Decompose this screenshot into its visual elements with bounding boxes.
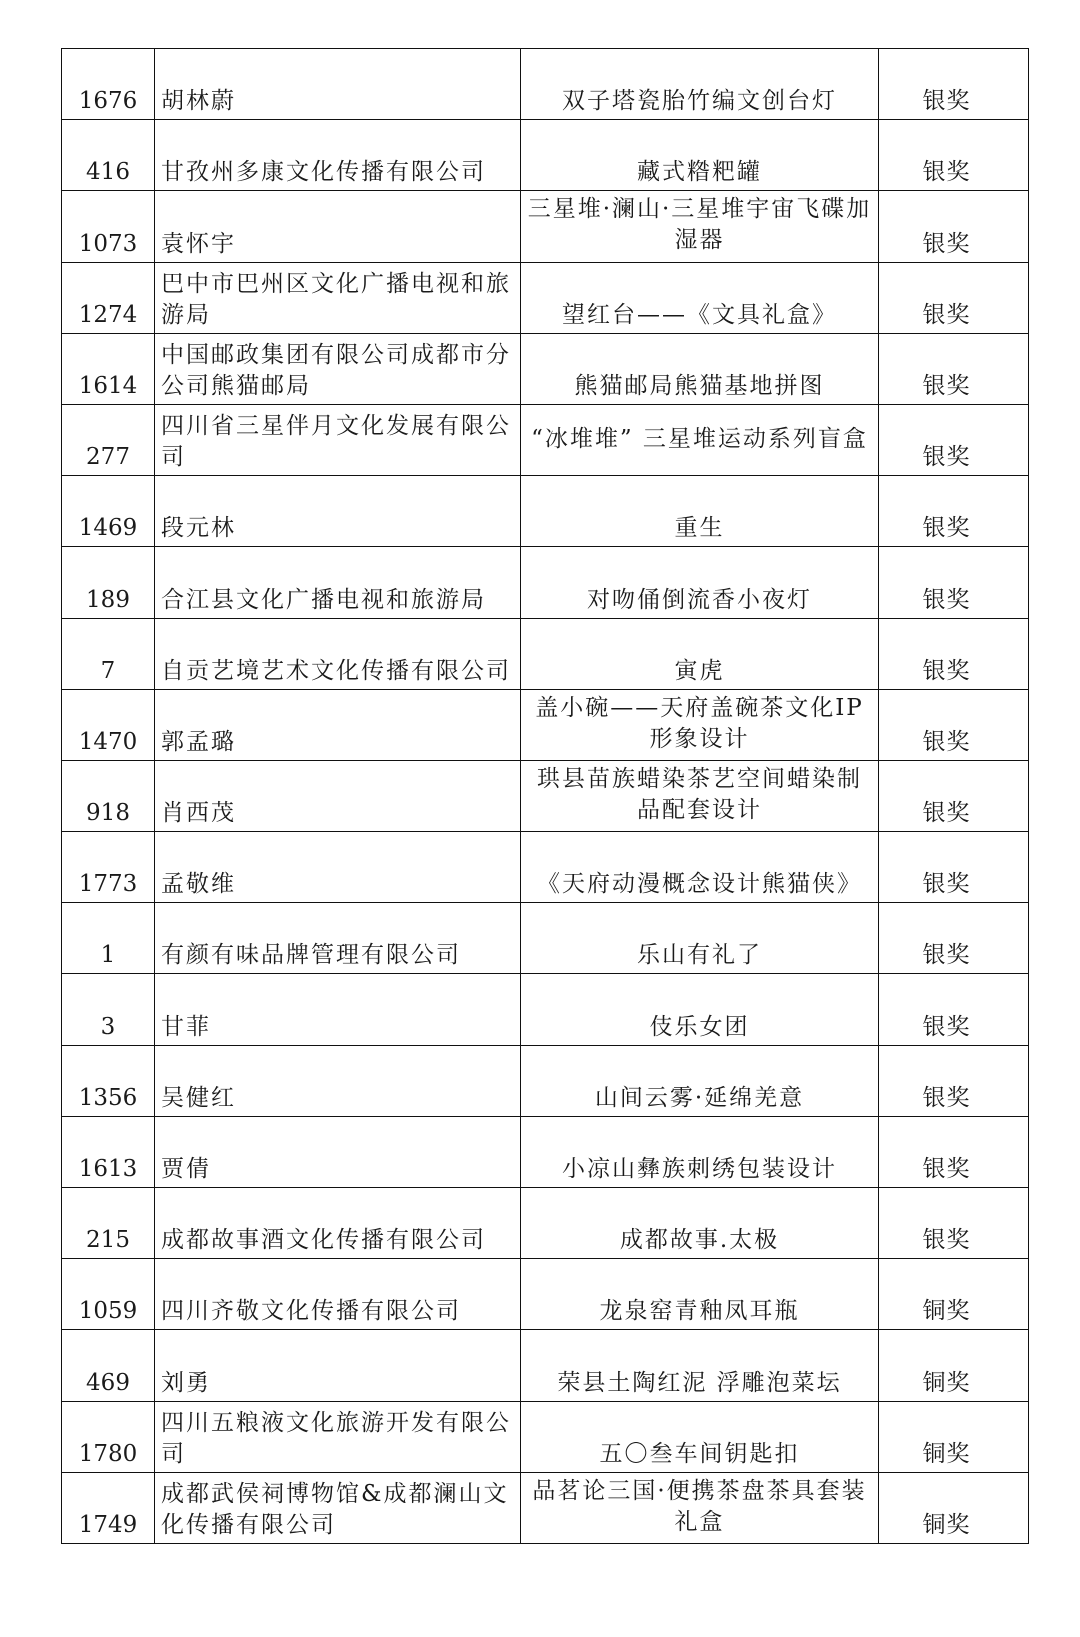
- entry-number-cell: 1780: [62, 1401, 155, 1472]
- work-title-cell: 龙泉窑青釉凤耳瓶: [521, 1259, 879, 1330]
- award-level-cell: [879, 49, 1029, 120]
- entrant-name-cell: 肖西茂: [155, 760, 521, 831]
- table-row: [62, 49, 1029, 120]
- work-title-cell: “冰堆堆” 三星堆运动系列盲盒: [521, 404, 879, 475]
- award-level-cell: [879, 974, 1029, 1045]
- award-level-label: 银奖: [922, 1013, 971, 1040]
- award-level-cell: [879, 120, 1029, 191]
- entry-number-cell: 1773: [62, 832, 155, 903]
- award-level-label: 银奖: [922, 159, 971, 186]
- work-title-cell: 重生: [521, 476, 879, 547]
- award-level-cell: [879, 760, 1029, 831]
- award-level-label: 银奖: [922, 1084, 971, 1111]
- table-row: [62, 1259, 1029, 1330]
- entry-number-cell: 1: [62, 903, 155, 974]
- entrant-name-cell: 袁怀宇: [155, 191, 521, 262]
- entry-number-cell: 1749: [62, 1472, 155, 1543]
- award-level-cell: [879, 476, 1029, 547]
- award-level-cell: [879, 262, 1029, 333]
- entry-number-cell: 1274: [62, 262, 155, 333]
- award-level-label: 银奖: [922, 1156, 971, 1182]
- entry-number-cell: 918: [62, 760, 155, 831]
- award-table-body: [62, 49, 1029, 1544]
- work-title-cell: 品茗论三国·便携茶盘茶具套装礼盒: [521, 1472, 879, 1543]
- entrant-name-cell: 四川省三星伴月文化发展有限公司: [155, 404, 521, 475]
- award-level-label: 银奖: [922, 230, 971, 257]
- work-title-cell: 荣县土陶红泥 浮雕泡菜坛: [521, 1330, 879, 1401]
- work-title-cell: 成都故事.太极: [521, 1188, 879, 1259]
- entrant-name-cell: 孟敬维: [155, 832, 521, 903]
- award-level-cell: [879, 903, 1029, 974]
- work-title-cell: 双子塔瓷胎竹编文创台灯: [521, 49, 879, 120]
- work-title-cell: 寅虎: [521, 618, 879, 689]
- table-row: [62, 1330, 1029, 1401]
- entrant-name-cell: 刘勇: [155, 1330, 521, 1401]
- entry-number-cell: 215: [62, 1188, 155, 1259]
- work-title-cell: 盖小碗——天府盖碗茶文化IP形象设计: [521, 689, 879, 760]
- award-level-cell: [879, 1116, 1029, 1187]
- work-title-cell: 伎乐女团: [521, 974, 879, 1045]
- work-title-cell: 熊猫邮局熊猫基地拼图: [521, 333, 879, 404]
- award-level-label: 铜奖: [922, 1440, 971, 1467]
- award-level-label: 银奖: [922, 942, 971, 969]
- table-row: [62, 1188, 1029, 1259]
- work-title-cell: 小凉山彝族刺绣包装设计: [521, 1116, 879, 1187]
- entry-number-cell: 1356: [62, 1045, 155, 1116]
- award-level-cell: [879, 832, 1029, 903]
- award-level-label: 铜奖: [922, 1511, 971, 1538]
- entrant-name-cell: 中国邮政集团有限公司成都市分公司熊猫邮局: [155, 333, 521, 404]
- entrant-name-cell: 成都武侯祠博物馆&成都澜山文化传播有限公司: [155, 1472, 521, 1543]
- entry-number-cell: 7: [62, 618, 155, 689]
- award-level-cell: [879, 547, 1029, 618]
- work-title-cell: 乐山有礼了: [521, 903, 879, 974]
- table-row: [62, 1045, 1029, 1116]
- table-row: [62, 191, 1029, 262]
- entry-number-cell: 1613: [62, 1116, 155, 1187]
- entry-number-cell: 469: [62, 1330, 155, 1401]
- work-title-cell: 对吻俑倒流香小夜灯: [521, 547, 879, 618]
- entrant-name-cell: 贾倩: [155, 1116, 521, 1187]
- table-row: [62, 1401, 1029, 1472]
- table-row: [62, 333, 1029, 404]
- entrant-name-cell: 合江县文化广播电视和旅游局: [155, 547, 521, 618]
- entrant-name-cell: 甘孜州多康文化传播有限公司: [155, 120, 521, 191]
- award-table: [61, 48, 1029, 1544]
- entry-number-cell: 1073: [62, 191, 155, 262]
- award-level-label: 银奖: [922, 301, 971, 328]
- table-row: [62, 974, 1029, 1045]
- entrant-name-cell: 四川五粮液文化旅游开发有限公司: [155, 1401, 521, 1472]
- work-title-cell: 藏式糌粑罐: [521, 120, 879, 191]
- entrant-name-cell: 吴健红: [155, 1045, 521, 1116]
- entrant-name-cell: 巴中市巴州区文化广播电视和旅游局: [155, 262, 521, 333]
- award-level-cell: [879, 618, 1029, 689]
- table-row: [62, 689, 1029, 760]
- work-title-cell: 《天府动漫概念设计熊猫侠》: [521, 832, 879, 903]
- entrant-name-cell: 四川齐敬文化传播有限公司: [155, 1259, 521, 1330]
- table-row: [62, 1116, 1029, 1187]
- entrant-name-cell: 段元林: [155, 476, 521, 547]
- table-row: [62, 476, 1029, 547]
- table-row: [62, 120, 1029, 191]
- award-level-cell: [879, 333, 1029, 404]
- award-level-cell: [879, 1401, 1029, 1472]
- entry-number-cell: 1469: [62, 476, 155, 547]
- award-level-cell: [879, 689, 1029, 760]
- work-title-cell: 五〇叁车间钥匙扣: [521, 1401, 879, 1472]
- award-level-cell: [879, 1045, 1029, 1116]
- award-level-label: 铜奖: [922, 1369, 971, 1396]
- award-level-label: 银奖: [922, 515, 971, 542]
- entry-number-cell: 1059: [62, 1259, 155, 1330]
- entry-number-cell: 189: [62, 547, 155, 618]
- table-row: [62, 618, 1029, 689]
- entry-number-cell: 1614: [62, 333, 155, 404]
- entrant-name-cell: 胡林蔚: [155, 49, 521, 120]
- award-level-label: 银奖: [922, 444, 971, 471]
- award-level-cell: [879, 1188, 1029, 1259]
- entry-number-cell: 1676: [62, 49, 155, 120]
- table-row: [62, 760, 1029, 831]
- work-title-cell: 三星堆·澜山·三星堆宇宙飞碟加湿器: [521, 191, 879, 262]
- award-level-label: 银奖: [922, 372, 971, 399]
- award-level-cell: [879, 1472, 1029, 1543]
- award-level-label: 银奖: [922, 586, 971, 613]
- entry-number-cell: 277: [62, 404, 155, 475]
- table-row: [62, 1472, 1029, 1543]
- entry-number-cell: 1470: [62, 689, 155, 760]
- entry-number-cell: 416: [62, 120, 155, 191]
- award-level-label: 银奖: [922, 800, 971, 827]
- table-row: [62, 903, 1029, 974]
- table-row: [62, 262, 1029, 333]
- award-level-label: 银奖: [922, 728, 971, 755]
- table-row: [62, 547, 1029, 618]
- award-level-label: 银奖: [922, 871, 971, 898]
- award-level-label: 铜奖: [922, 1298, 971, 1325]
- award-level-cell: [879, 1330, 1029, 1401]
- award-level-cell: [879, 191, 1029, 262]
- work-title-cell: 珙县苗族蜡染茶艺空间蜡染制品配套设计: [521, 760, 879, 831]
- table-row: [62, 832, 1029, 903]
- work-title-cell: 山间云雾·延绵羌意: [521, 1045, 879, 1116]
- entrant-name-cell: 有颜有味品牌管理有限公司: [155, 903, 521, 974]
- table-row: [62, 404, 1029, 475]
- entrant-name-cell: 成都故事酒文化传播有限公司: [155, 1188, 521, 1259]
- entry-number-cell: 3: [62, 974, 155, 1045]
- award-level-label: 银奖: [922, 1227, 971, 1254]
- entrant-name-cell: 郭孟璐: [155, 689, 521, 760]
- award-level-label: 银奖: [922, 657, 971, 684]
- work-title-cell: 望红台——《文具礼盒》: [521, 262, 879, 333]
- award-level-label: 银奖: [922, 88, 971, 115]
- award-level-cell: [879, 1259, 1029, 1330]
- entrant-name-cell: 甘菲: [155, 974, 521, 1045]
- award-level-cell: [879, 404, 1029, 475]
- entrant-name-cell: 自贡艺境艺术文化传播有限公司: [155, 618, 521, 689]
